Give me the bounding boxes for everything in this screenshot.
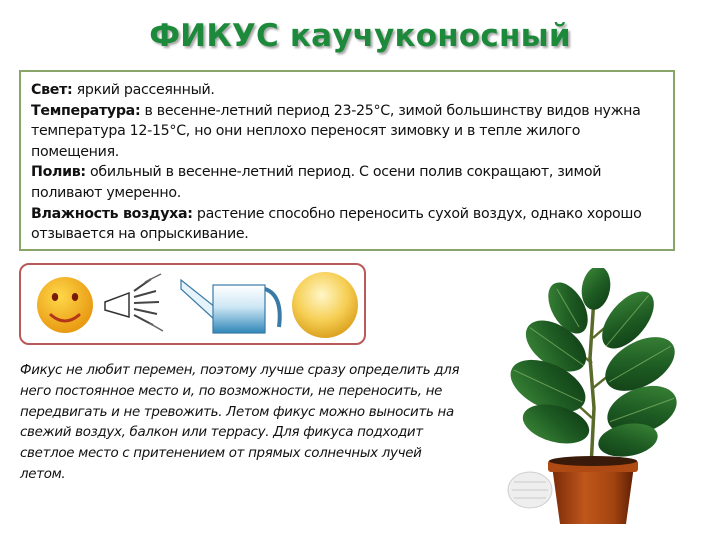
vent-decoration-icon bbox=[508, 472, 552, 508]
temperature-info bbox=[31, 101, 663, 163]
watering-can-icon bbox=[181, 280, 280, 333]
spray-icon bbox=[105, 274, 163, 331]
sun-disc-icon bbox=[292, 272, 358, 338]
page-title: ФИКУС каучуконосный bbox=[149, 18, 571, 54]
flower-pot bbox=[548, 456, 638, 524]
smiley-icon bbox=[37, 277, 93, 333]
humidity-label: Влажность воздуха: bbox=[31, 205, 193, 222]
care-description: Фикус не любит перемен, поэтому лучше сразу определить для него постоянное место и, по возможности, не переносить, не передвигать и не тревожить. Летом фикус можно выносить на свежий воздух, балкон или террасу. Для фикуса подходит светлое место с притенением от прямых солнечных лучей летом. bbox=[20, 363, 460, 482]
temperature-label: Температура: bbox=[31, 102, 141, 119]
light-label: Свет: bbox=[31, 82, 73, 98]
care-icons-bar bbox=[19, 263, 366, 345]
temperature-text: в весенне-летний период 23-25°С, зимой большинству видов нужна температура 12-15°С, но они неплохо переносят зимовку и в тепле жилого помещения. bbox=[31, 102, 641, 160]
watering-info bbox=[31, 162, 663, 203]
watering-label: Полив: bbox=[31, 164, 86, 181]
light-info bbox=[31, 80, 663, 101]
care-info-box bbox=[19, 70, 675, 251]
ficus-plant-image bbox=[478, 268, 708, 530]
humidity-info bbox=[31, 204, 663, 245]
light-text: яркий рассеянный. bbox=[72, 82, 215, 98]
humidity-text: растение способно переносить сухой воздух, однако хорошо отзывается на опрыскивание. bbox=[31, 205, 642, 243]
watering-text: обильный в весенне-летний период. С осени полив сокращают, зимой поливают умеренно. bbox=[31, 164, 602, 201]
